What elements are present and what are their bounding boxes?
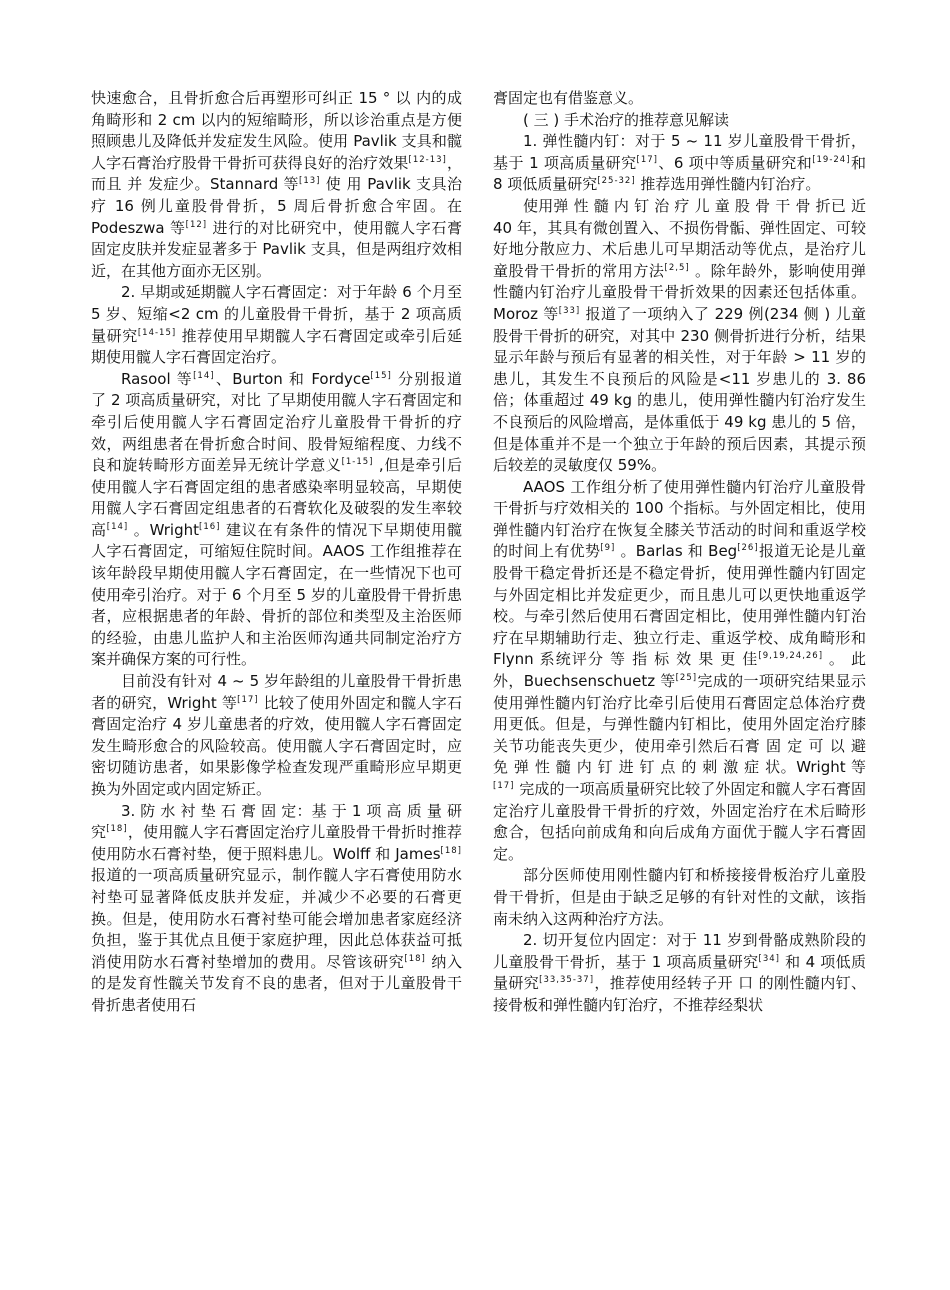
citation-ref: [13] [299, 176, 321, 187]
citation-ref: [18] [440, 845, 462, 856]
text-run: 比较了使用外固定和髋人字石膏固定治疗 4 岁儿童患者的疗效，使用髋人字石膏固定发生畸形愈合的风险较高。使用髋人字石膏固定时，应密切随访患者，如果影像学检查发现严重畸形应早期更换为外固定或内固定矫正。 [91, 693, 462, 798]
citation-ref: [33] [558, 305, 581, 316]
citation-ref: [26] [737, 543, 759, 554]
citation-ref: [9,19,24,26] [758, 651, 824, 662]
text-run: 报道无论是儿童股骨干稳定骨折还是不稳定骨折，使用弹性髓内钉固定与外固定相比并发症更少，而且患儿可以更快地重返学校。与牵引然后使用石膏固定相比，使用弹性髓内钉治疗在早期辅助行走、独立行走、重返学校、成角畸形和 Flynn 系统评分 等 指 标 效 果 更 佳 [493, 542, 866, 669]
paragraph [493, 88, 866, 110]
text-run: 进行的对比研究中，使用髋人字石膏固定皮肤并发症显著多于 Pavlik 支具，但是两组疗效相近，在其他方面亦无区别。 [91, 218, 462, 280]
text-run: 。除年龄外，影响使用弹性髓内钉治疗儿童股骨干骨折效果的因素还包括体重。Moroz 等 [493, 261, 866, 323]
text-run: 、Burton 和 Fordyce [214, 369, 371, 388]
text-run: 2. 早期或延期髋人字石膏固定：对于年龄 6 个月至 5 岁、短缩<2 cm 的儿童股骨干骨折，基于 2 项高质量研究 [91, 283, 462, 345]
text-run: 膏固定也有借鉴意义。 [493, 89, 644, 107]
citation-ref: [33,35-37] [539, 975, 595, 986]
text-run: 3. 防 水 衬 垫 石 膏 固 定：基 于 1 项 高 质 量 研究 [91, 801, 462, 842]
citation-ref: [14-15] [137, 327, 177, 338]
text-run: 报道了一项纳入了 229 例(234 侧 ) 儿童股骨干骨折的研究，对其中 230 侧骨折进行分析，结果显示年龄与预后有显著的相关性，对于年龄 > 11 岁的患儿，其发生不良预后的风险是<11 岁患儿的 3. 86 倍；体重超过 49 kg 的患儿，使用弹性髓内钉治疗发生不良预后的风险增高，是体重低于 49 kg 患儿的 5 倍，但是体重并不是一个独立于年龄的预后因素，其提示预后较差的灵敏度仅 59%。 [493, 304, 866, 475]
text-run: 纳入的是发育性髋关节发育不良的患者，但对于儿童股骨干骨折患者使用石 [91, 952, 462, 1014]
text-run: 部分医师使用刚性髓内钉和桥接接骨板治疗儿童股骨干骨折，但是由于缺乏足够的有针对性的文献，该指南未纳入这两种治疗方法。 [493, 866, 866, 928]
paragraph [91, 801, 462, 1017]
text-run: ( 三 ) 手术治疗的推荐意见解读 [523, 110, 730, 129]
text-run: AAOS 工作组分析了使用弹性髓内钉治疗儿童股骨干骨折与疗效相关的 100 个指标。与外固定相比，使用弹性髓内钉治疗在恢复全膝关节活动的时间和重返学校的时间上有优势 [493, 477, 866, 561]
citation-ref: [2,5] [664, 262, 690, 273]
text-run: 使 用 Pavlik 支具治疗 16 例儿童股骨骨折，5 周后骨折愈合牢固。在 Podeszwa 等 [91, 175, 462, 237]
paragraph [91, 88, 462, 282]
paragraph [493, 110, 866, 132]
text-run: ，推荐使用经转子开 口 的刚性髓内钉、接骨板和弹性髓内钉治疗，不推荐经梨状 [493, 974, 866, 1014]
text-run: ,但是牵引后使用髋人字石膏固定组的患者感染率明显较高，早期使用髋人字石膏固定组患者的石膏软化及破裂的发生率较高 [91, 456, 462, 539]
text-run: 和 4 项低质量研究 [493, 952, 866, 993]
text-run: 。Barlas 和 Beg [615, 542, 738, 561]
paragraph [493, 930, 866, 1016]
text-run: 完成的一项研究结果显示使用弹性髓内钉治疗比牵引后使用石膏固定总体治疗费用更低。但是，与弹性髓内钉相比，使用外固定治疗膝关节功能丧失更少，使用牵引然后石膏 固 定 可 以 避 免 弹 性 髓 内 钉 进 钉 点 的 刺 激 症 状。Wright 等 [493, 672, 866, 777]
citation-ref: [1-15] [341, 457, 374, 468]
text-run: 推荐使用早期髋人字石膏固定或牵引后延期使用髋人字石膏固定治疗。 [91, 326, 462, 367]
citation-ref: [16] [199, 521, 221, 532]
text-run: 目前没有针对 4 ~ 5 岁年龄组的儿童股骨干骨折患者的研究，Wright 等 [91, 672, 462, 712]
citation-ref: [19-24] [812, 154, 851, 165]
text-run: 2. 切开复位内固定：对于 11 岁到骨骼成熟阶段的儿童股骨干骨折，基于 1 项高质量研究 [493, 931, 866, 971]
text-run: 和 8 项低质量研究 [493, 153, 866, 194]
citation-ref: [17] [237, 694, 259, 705]
right-column [493, 88, 866, 1017]
paragraph [493, 865, 866, 930]
paragraph [91, 369, 462, 671]
paragraph [493, 196, 866, 477]
citation-ref: [17] [493, 781, 515, 791]
citation-ref: [15] [370, 370, 392, 381]
citation-ref: [34] [758, 953, 780, 964]
text-run: Rasool 等 [121, 369, 194, 388]
left-column [91, 88, 462, 1017]
citation-ref: [18] [106, 824, 128, 835]
text-run: ，使用髋人字石膏固定治疗儿童股骨干骨折时推荐使用防水石膏衬垫，便于照料患儿。Wolff 和 James [91, 823, 462, 863]
text-run: 。 此外，Buechsenschuetz 等 [493, 650, 866, 691]
citation-ref: [14] [106, 521, 129, 532]
paragraph [493, 131, 866, 196]
text-run: 使用弹 性 髓 内 钉 治 疗 儿 童 股 骨 干 骨 折已 近 40 年，其具有微创置入、不损伤骨骺、弹性固定、可较好地分散应力、术后患儿可早期活动等优点，是治疗儿童股骨干骨折的常用方法 [493, 196, 866, 280]
text-run: ，而且 并 发症少。Stannard 等 [91, 153, 462, 194]
citation-ref: [9] [600, 543, 616, 554]
citation-ref: [12] [185, 219, 208, 230]
paragraph [91, 282, 462, 368]
citation-ref: [18] [404, 953, 426, 964]
citation-ref: [17] [636, 154, 658, 165]
text-run: 报道的一项高质量研究显示，制作髋人字石膏使用防水衬垫可显著降低皮肤并发症，并减少不必要的石膏更换。但是，使用防水石膏衬垫可能会增加患者家庭经济负担，鉴于其优点且便于家庭护理，因此总体获益可抵消使用防水石膏衬垫增加的费用。尽管该研究 [91, 866, 462, 971]
citation-ref: [25-32] [597, 176, 636, 187]
citation-ref: [25] [675, 673, 698, 684]
citation-ref: [12-13] [408, 154, 447, 165]
text-run: 1. 弹性髓内钉：对于 5 ~ 11 岁儿童股骨干骨折，基于 1 项高质量研究 [493, 132, 866, 172]
paragraph [493, 477, 866, 866]
text-run: 完成的一项高质量研究比较了外固定和髋人字石膏固定治疗儿童股骨干骨折的疗效，外固定治疗在术后畸形愈合，包括向前成角和向后成角方面优于髋人字石膏固定。 [493, 780, 866, 863]
text-run: 、6 项中等质量研究和 [657, 153, 813, 172]
text-run: 建议在有条件的情况下早期使用髋人字石膏固定，可缩短住院时间。AAOS 工作组推荐在该年龄段早期使用髋人字石膏固定，在一些情况下也可使用牵引治疗。对于 6 个月至 5 岁的儿童股骨干骨折患者，应根据患者的年龄、骨折的部位和类型及主治医师的经验，由患儿监护人和主治医师沟通共同制定治疗方案并确保方案的可行性。 [91, 520, 462, 669]
paragraph [91, 671, 462, 801]
text-run: 快速愈合，且骨折愈合后再塑形可纠正 15 ° 以 内的成角畸形和 2 cm 以内的短缩畸形，所以诊治重点是方便照顾患儿及降低并发症发生风险。使用 Pavlik 支具和髋人字石膏治疗股骨干骨折可获得良好的治疗效果 [91, 89, 462, 172]
text-run: 推荐选用弹性髓内钉治疗。 [635, 175, 821, 194]
citation-ref: [14] [193, 370, 215, 381]
text-run: 。Wright [128, 520, 199, 539]
text-run: 分别报道了 2 项高质量研究，对比 了早期使用髋人字石膏固定和牵引后使用髋人字石膏固定治疗儿童股骨干骨折的疗效，两组患者在骨折愈合时间、股骨短缩程度、力线不良和旋转畸形方面差异无统计学意义 [91, 369, 462, 475]
